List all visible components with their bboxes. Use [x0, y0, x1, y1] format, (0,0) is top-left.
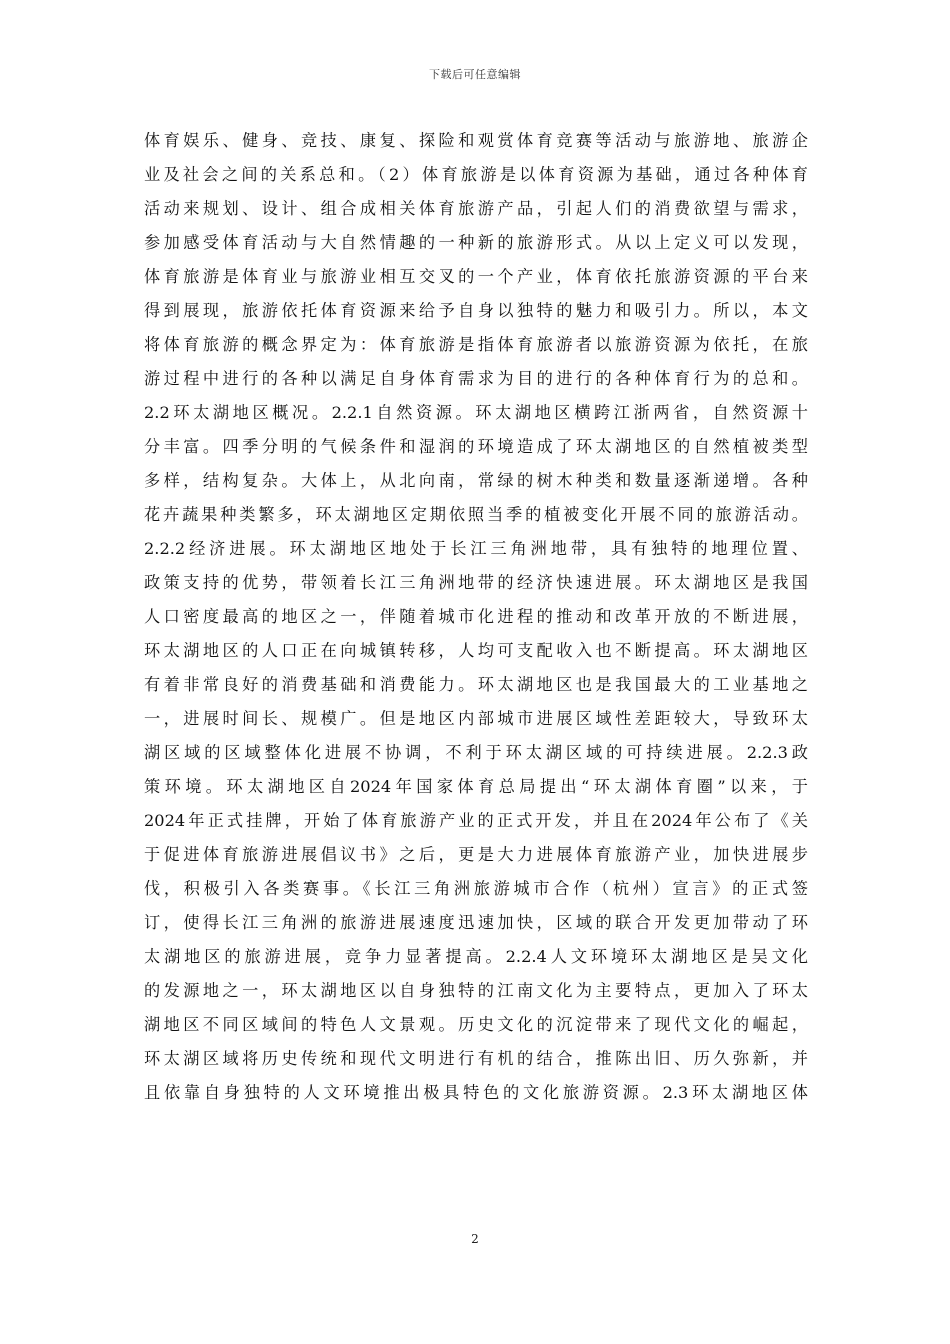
body-line: 湖区域的区域整体化进展不协调，不利于环太湖区域的可持续进展。2.2.3政: [144, 743, 808, 762]
body-line: 花卉蔬果种类繁多，环太湖地区定期依照当季的植被变化开展不同的旅游活动。: [144, 505, 808, 524]
body-line: 分丰富。四季分明的气候条件和湿润的环境造成了环太湖地区的自然植被类型: [144, 437, 808, 456]
body-line: 伐，积极引入各类赛事。《长江三角洲旅游城市合作（杭州）宣言》的正式签: [144, 879, 808, 898]
body-line: 2.2.2经济进展。环太湖地区地处于长江三角洲地带，具有独特的地理位置、: [144, 539, 808, 558]
body-line: 2024年正式挂牌，开始了体育旅游产业的正式开发，并且在2024年公布了《关: [144, 811, 808, 830]
body-line: 业及社会之间的关系总和。（2）体育旅游是以体育资源为基础，通过各种体育: [144, 165, 808, 184]
body-line: 策环境。环太湖地区自2024年国家体育总局提出“环太湖体育圈”以来，于: [144, 777, 808, 796]
page-header: 下载后可任意编辑: [429, 68, 521, 81]
body-line: 一，进展时间长、规模广。但是地区内部城市进展区域性差距较大，导致环太: [144, 709, 808, 728]
body-line: 政策支持的优势，带领着长江三角洲地带的经济快速进展。环太湖地区是我国: [144, 573, 808, 592]
body-line: 的发源地之一，环太湖地区以自身独特的江南文化为主要特点，更加入了环太: [144, 981, 808, 1000]
body-text: [144, 124, 808, 1110]
body-line: 将体育旅游的概念界定为：体育旅游是指体育旅游者以旅游资源为依托，在旅: [144, 335, 808, 354]
body-line: 多样，结构复杂。大体上，从北向南，常绿的树木种类和数量逐渐递增。各种: [144, 471, 808, 490]
body-line: 湖地区不同区域间的特色人文景观。历史文化的沉淀带来了现代文化的崛起，: [144, 1015, 808, 1034]
body-line: 参加感受体育活动与大自然情趣的一种新的旅游形式。从以上定义可以发现，: [144, 233, 808, 252]
body-line: 太湖地区的旅游进展，竞争力显著提高。2.2.4人文环境环太湖地区是吴文化: [144, 947, 808, 966]
body-line: 2.2环太湖地区概况。2.2.1自然资源。环太湖地区横跨江浙两省，自然资源十: [144, 403, 808, 422]
body-line: 得到展现，旅游依托体育资源来给予自身以独特的魅力和吸引力。所以，本文: [144, 301, 808, 320]
body-line: 有着非常良好的消费基础和消费能力。环太湖地区也是我国最大的工业基地之: [144, 675, 808, 694]
body-line: 环太湖地区的人口正在向城镇转移，人均可支配收入也不断提高。环太湖地区: [144, 641, 808, 660]
body-line: 环太湖区域将历史传统和现代文明进行有机的结合，推陈出旧、历久弥新，并: [144, 1049, 808, 1068]
body-line: 于促进体育旅游进展倡议书》之后，更是大力进展体育旅游产业，加快进展步: [144, 845, 808, 864]
body-line: 体育娱乐、健身、竞技、康复、探险和观赏体育竞赛等活动与旅游地、旅游企: [144, 131, 808, 150]
body-line: 体育旅游是体育业与旅游业相互交叉的一个产业，体育依托旅游资源的平台来: [144, 267, 808, 286]
page-number: 2: [471, 1232, 479, 1246]
body-line: 游过程中进行的各种以满足自身体育需求为目的进行的各种体育行为的总和。: [144, 369, 808, 388]
body-line: 活动来规划、设计、组合成相关体育旅游产品，引起人们的消费欲望与需求，: [144, 199, 808, 218]
body-line: 人口密度最高的地区之一，伴随着城市化进程的推动和改革开放的不断进展，: [144, 607, 808, 626]
body-line: 订，使得长江三角洲的旅游进展速度迅速加快，区域的联合开发更加带动了环: [144, 913, 808, 932]
body-line: 且依靠自身独特的人文环境推出极具特色的文化旅游资源。2.3环太湖地区体: [144, 1083, 808, 1102]
